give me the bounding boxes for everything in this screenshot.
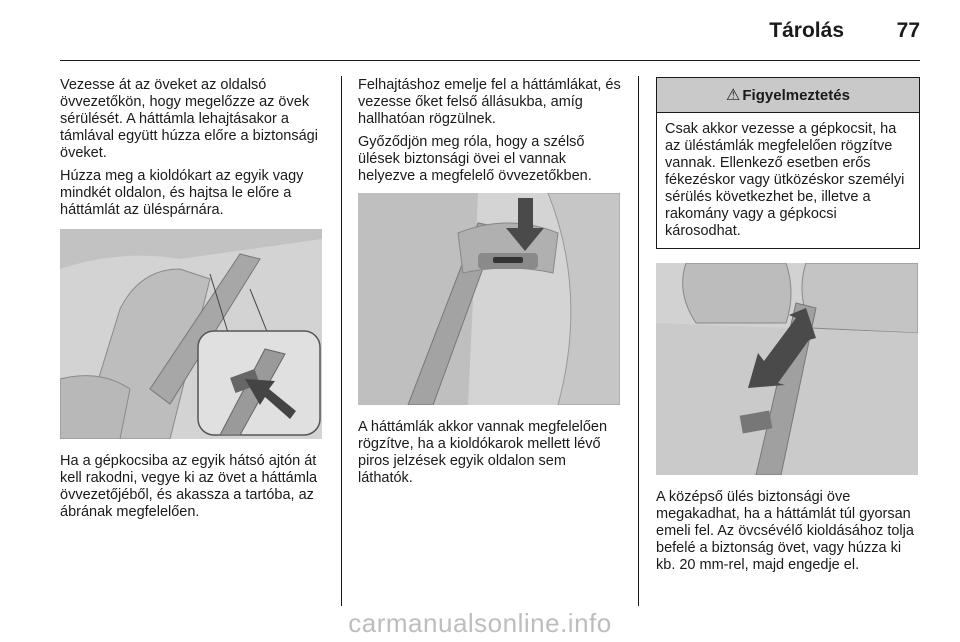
column-middle <box>358 77 622 493</box>
paragraph: Felhajtáshoz emelje fel a háttámlákat, és vezesse őket felső állásukba, amíg hallhatóan rögzülnek. <box>358 77 621 127</box>
warning-text: Csak akkor vezesse a gépkocsit, ha az üléstámlák megfelelően rögzítve vannak. Ellenkező esetben erős fékezéskor vagy ütközéskor személyi sérülés következhet be, illetve a rakomány vagy a gépkocsi károsodhat. <box>665 121 905 239</box>
backrest-belt-guide-illustration <box>358 193 620 405</box>
paragraph: Vezesse át az öveket az oldalsó övvezetőkön, hogy megelőzze az övek sérülését. A háttámla lehajtásakor a támlával együtt húzza előre a biztonsági öveket. <box>60 77 318 161</box>
warning-box <box>656 77 920 249</box>
page-number: 77 <box>896 19 920 42</box>
page-header <box>60 0 920 61</box>
paragraph: Győződjön meg róla, hogy a szélső ülések biztonsági övei el vannak helyezve a megfelelő övvezetőkben. <box>358 134 592 184</box>
paragraph: A középső ülés biztonsági öve megakadhat, ha a háttámlát túl gyorsan emeli fel. Az övcsévélő kioldásához tolja befelé a biztonság övet, vagy húzza ki kb. 20 mm-rel, majd engedje el. <box>656 489 914 573</box>
watermark: carmanualsonline.info <box>348 608 612 638</box>
column-left <box>60 77 328 527</box>
section-title: Tárolás <box>769 19 844 42</box>
paragraph: Ha a gépkocsiba az egyik hátsó ajtón át kell rakodni, vegye ki az övet a háttámla övvezetőjéből, és akassza a tartóba, az ábrának megfelelően. <box>60 453 318 520</box>
paragraph: Húzza meg a kioldókart az egyik vagy mindkét oldalon, és hajtsa le előre a háttámlát az üléspárnára. <box>60 168 304 218</box>
warning-header <box>657 78 919 113</box>
warning-title: Figyelmeztetés <box>742 86 850 104</box>
warning-triangle-icon: ⚠ <box>726 86 741 104</box>
seat-belt-holder-illustration <box>60 229 322 439</box>
column-right <box>656 77 920 580</box>
column-divider <box>638 76 639 606</box>
middle-seat-belt-illustration <box>656 263 918 475</box>
paragraph: A háttámlák akkor vannak megfelelően rögzítve, ha a kioldókarok mellett lévő piros jelzések egyik oldalon sem láthatók. <box>358 419 608 486</box>
column-divider <box>341 76 342 606</box>
